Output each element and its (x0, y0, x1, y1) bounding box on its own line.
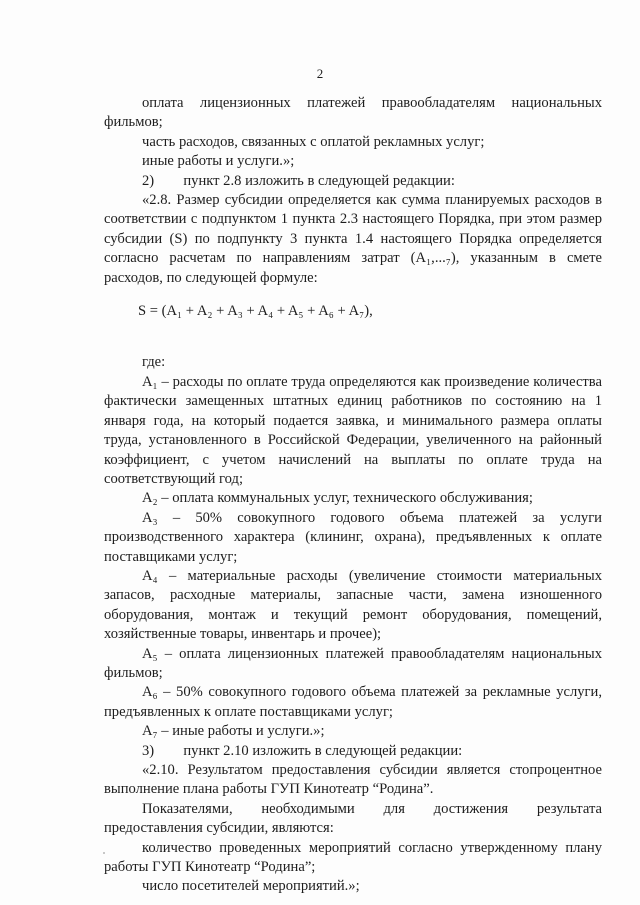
paragraph-a6-definition: A₆ – 50% совокупного годового объема платежей за рекламные услуги, предъявленных к оплате поставщиками услуг; (104, 684, 602, 720)
subsidy-formula: S = (A₁ + A₂ + A₃ + A₄ + A₅ + A₆ + A₇), (138, 303, 373, 320)
paragraph-a5-definition: A₅ – оплата лицензионных платежей правообладателям национальных фильмов; (104, 645, 602, 681)
paragraph-events-count: количество проведенных мероприятий согласно утвержденному плану работы ГУП Кинотеатр “Родина”; (104, 839, 602, 876)
paragraph-a1-definition: A₁ – расходы по оплате труда определяются как произведение количества фактически замещенных штатных единиц работников по состоянию на 1 января года, на который подается заявка, и минимального размера оплаты труда, установленного в Российской Федерации, увеличенного на районный коэффициент, с учетом начислений на выплаты по оплате труда на соответствующий год; (104, 373, 602, 487)
paragraph-clause-2-10: «2.10. Результатом предоставления субсидии является стопроцентное выполнение плана работы ГУП Кинотеатр “Родина”. (104, 762, 602, 798)
paragraph-other-works: иные работы и услуги.»; (142, 153, 295, 170)
paragraph-where: где: (142, 354, 166, 371)
paragraph-indicators: Показателями, необходимыми для достижения результата предоставления субсидии, являются: (104, 800, 602, 837)
paragraph-a7-definition: A₇ – иные работы и услуги.»; (142, 723, 325, 740)
paragraph-advertising-costs: часть расходов, связанных с оплатой рекламных услуг; (142, 133, 485, 150)
paragraph-a4-definition: A₄ – материальные расходы (увеличение стоимости материальных запасов, расходные материалы, запасные части, замена изношенного оборудования, монтаж и текущий ремонт оборудования, помещений, хозяйственные товары, инвентарь и прочее); (104, 567, 602, 643)
paragraph-visitors-count: число посетителей мероприятий.»; (142, 878, 360, 895)
scan-speck (103, 852, 105, 854)
paragraph-a3-definition: A₃ – 50% совокупного годового объема платежей за услуги производственного характера (клининг, охрана), предъявленных к оплате поставщиками услуг; (104, 509, 602, 565)
spacer (104, 333, 602, 353)
page-number: 2 (316, 66, 324, 81)
document-body (104, 94, 602, 897)
paragraph-item-3: 3) пункт 2.10 изложить в следующей редакции: (142, 742, 463, 759)
paragraph-a2-definition: A₂ – оплата коммунальных услуг, технического обслуживания; (142, 490, 533, 507)
paragraph-licensing-payments: оплата лицензионных платежей правообладателям национальных фильмов; (104, 95, 602, 131)
paragraph-item-2: 2) пункт 2.8 изложить в следующей редакции: (142, 172, 455, 189)
paragraph-clause-2-8: «2.8. Размер субсидии определяется как сумма планируемых расходов в соответствии с подпунктом 1 пункта 2.3 настоящего Порядка, при этом размер субсидии (S) по подпункту 3 пункта 1.4 настоящего Порядка определяется согласно расчетам по направлениям затрат (A₁,...₇), указанным в смете расходов, по следующей формуле: (104, 192, 602, 286)
